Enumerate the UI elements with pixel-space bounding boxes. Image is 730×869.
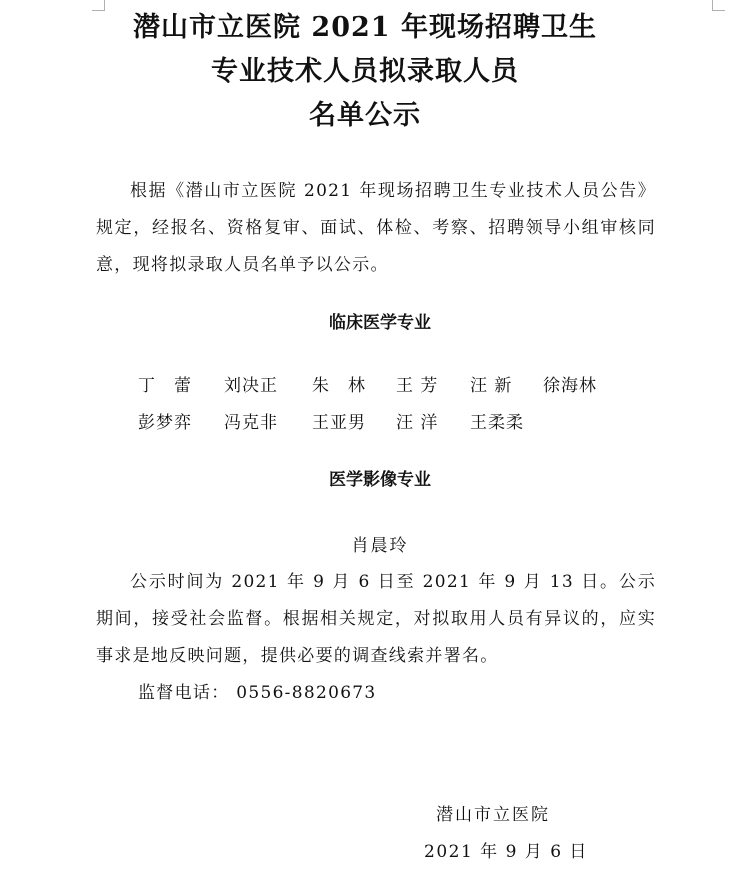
candidate-name: 刘决正 [224, 376, 278, 396]
signature-organization: 潜山市立医院 [436, 805, 550, 825]
title-line-1: 潜山市立医院 2021 年现场招聘卫生 [133, 12, 597, 43]
title-line-3: 名单公示 [309, 100, 421, 131]
signature-date: 2021 年 9 月 6 日 [424, 842, 588, 862]
section-heading-clinical-medicine: 临床医学专业 [329, 313, 431, 333]
candidate-name: 朱 林 [312, 376, 366, 396]
candidate-name: 王亚男 [312, 413, 366, 433]
candidate-name: 王 芳 [396, 376, 439, 396]
candidate-name: 徐海林 [543, 376, 597, 396]
candidate-name: 彭梦弈 [138, 413, 192, 433]
document-title [0, 6, 730, 138]
section-heading-medical-imaging: 医学影像专业 [329, 470, 431, 490]
candidate-name: 肖晨玲 [351, 536, 409, 556]
notice-paragraph: 公示时间为 2021 年 9 月 6 日至 2021 年 9 月 13 日。公示期间，接受社会监督。根据相关规定，对拟取用人员有异议的，应实事求是地反映问题，提供必要的调查线索并署名。 [96, 572, 656, 666]
candidate-name: 汪 新 [470, 376, 513, 396]
supervision-phone-line [138, 681, 377, 705]
candidate-name: 冯克非 [224, 413, 278, 433]
candidate-name: 王柔柔 [470, 413, 524, 433]
candidate-name: 汪 洋 [396, 413, 439, 433]
candidate-name: 丁 蕾 [138, 376, 192, 396]
title-line-2: 专业技术人员拟录取人员 [211, 56, 519, 87]
supervision-phone-number: 0556-8820673 [236, 683, 377, 703]
supervision-label: 监督电话： [138, 683, 230, 703]
intro-paragraph: 根据《潜山市立医院 2021 年现场招聘卫生专业技术人员公告》规定，经报名、资格复审、面试、体检、考察、招聘领导小组审核同意，现将拟录取人员名单予以公示。 [96, 181, 656, 275]
